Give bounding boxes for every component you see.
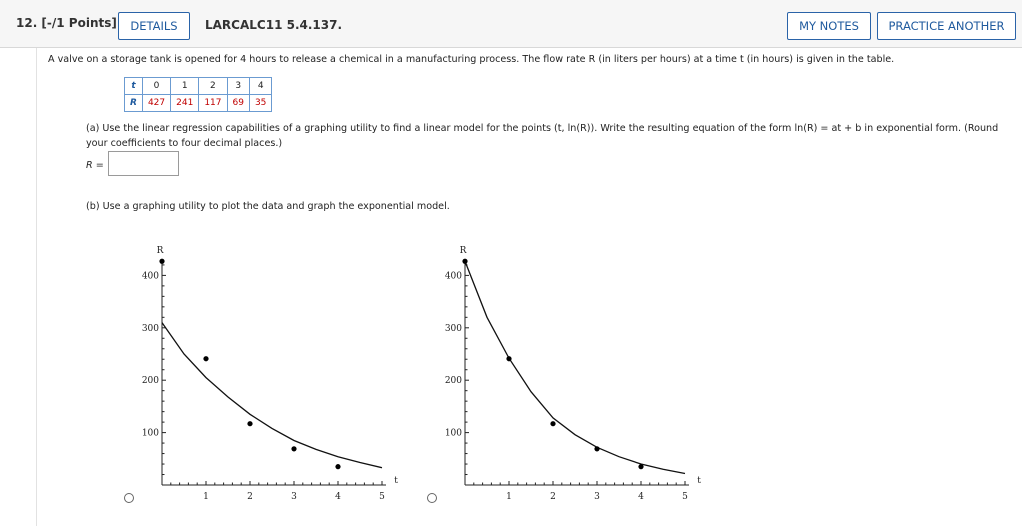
answer-input[interactable]: [108, 151, 179, 176]
x-tick-label: 2: [247, 492, 253, 502]
data-point: [506, 356, 511, 361]
details-button[interactable]: DETAILS: [118, 12, 190, 40]
data-point: [335, 464, 340, 469]
table-header-r: R: [125, 95, 143, 112]
x-tick-label: 4: [335, 492, 341, 502]
data-table: [124, 77, 272, 112]
part-b-text: (b) Use a graphing utility to plot the data and graph the exponential model.: [86, 201, 450, 212]
graph-option-2: [423, 210, 713, 510]
x-tick-label: 3: [291, 492, 297, 502]
table-cell: 427: [142, 95, 170, 112]
data-point: [550, 421, 555, 426]
x-tick-label: 1: [203, 492, 209, 502]
part-a-text: (a) Use the linear regression capabilities of a graphing utility to find a linear model for the points (t, ln(R)). Write the resulting equation of the form ln(R) = at + b in exponential form. (Round: [86, 123, 999, 134]
x-axis-label: t: [697, 476, 701, 486]
y-axis-label: R: [459, 246, 467, 257]
y-tick-label: 200: [141, 376, 159, 387]
table-cell: 69: [227, 95, 249, 112]
data-point: [462, 259, 467, 264]
table-cell: 2: [199, 78, 227, 95]
table-cell: 35: [249, 95, 271, 112]
data-point: [203, 356, 208, 361]
y-tick-label: 200: [444, 376, 462, 387]
x-tick-label: 4: [638, 492, 644, 502]
x-tick-label: 3: [594, 492, 600, 502]
question-header: [0, 0, 1022, 48]
table-row: [125, 78, 272, 95]
table-cell: 0: [142, 78, 170, 95]
my-notes-button[interactable]: MY NOTES: [787, 12, 871, 40]
part-a-text-continued: your coefficients to four decimal places.): [86, 138, 283, 149]
problem-intro: A valve on a storage tank is opened for 4 hours to release a chemical in a manufacturing process. The flow rate R (in liters per hours) at a time t (in hours) is given in the table.: [48, 54, 895, 65]
data-point: [291, 446, 296, 451]
x-axis-label: t: [394, 476, 398, 486]
data-point: [159, 259, 164, 264]
model-curve: [162, 323, 382, 468]
table-cell: 4: [249, 78, 271, 95]
y-tick-label: 100: [141, 428, 159, 439]
y-tick-label: 300: [444, 323, 462, 334]
data-point: [247, 421, 252, 426]
table-row: [125, 95, 272, 112]
x-tick-label: 1: [506, 492, 512, 502]
model-curve: [465, 261, 685, 473]
y-tick-label: 300: [141, 323, 159, 334]
table-cell: 1: [171, 78, 199, 95]
x-tick-label: 5: [379, 492, 385, 502]
practice-another-button[interactable]: PRACTICE ANOTHER: [877, 12, 1016, 40]
table-cell: 241: [171, 95, 199, 112]
table-cell: 117: [199, 95, 227, 112]
x-tick-label: 5: [682, 492, 688, 502]
answer-label: R =: [86, 160, 104, 171]
data-point: [638, 464, 643, 469]
y-tick-label: 100: [444, 428, 462, 439]
question-number: 12. [-/1 Points]: [16, 16, 117, 30]
assignment-code: LARCALC11 5.4.137.: [205, 18, 343, 32]
table-header-t: t: [125, 78, 143, 95]
x-tick-label: 2: [550, 492, 556, 502]
y-axis-label: R: [156, 246, 164, 257]
y-tick-label: 400: [444, 271, 462, 282]
data-point: [594, 446, 599, 451]
table-cell: 3: [227, 78, 249, 95]
graph-option-1: [120, 210, 410, 510]
y-tick-label: 400: [141, 271, 159, 282]
